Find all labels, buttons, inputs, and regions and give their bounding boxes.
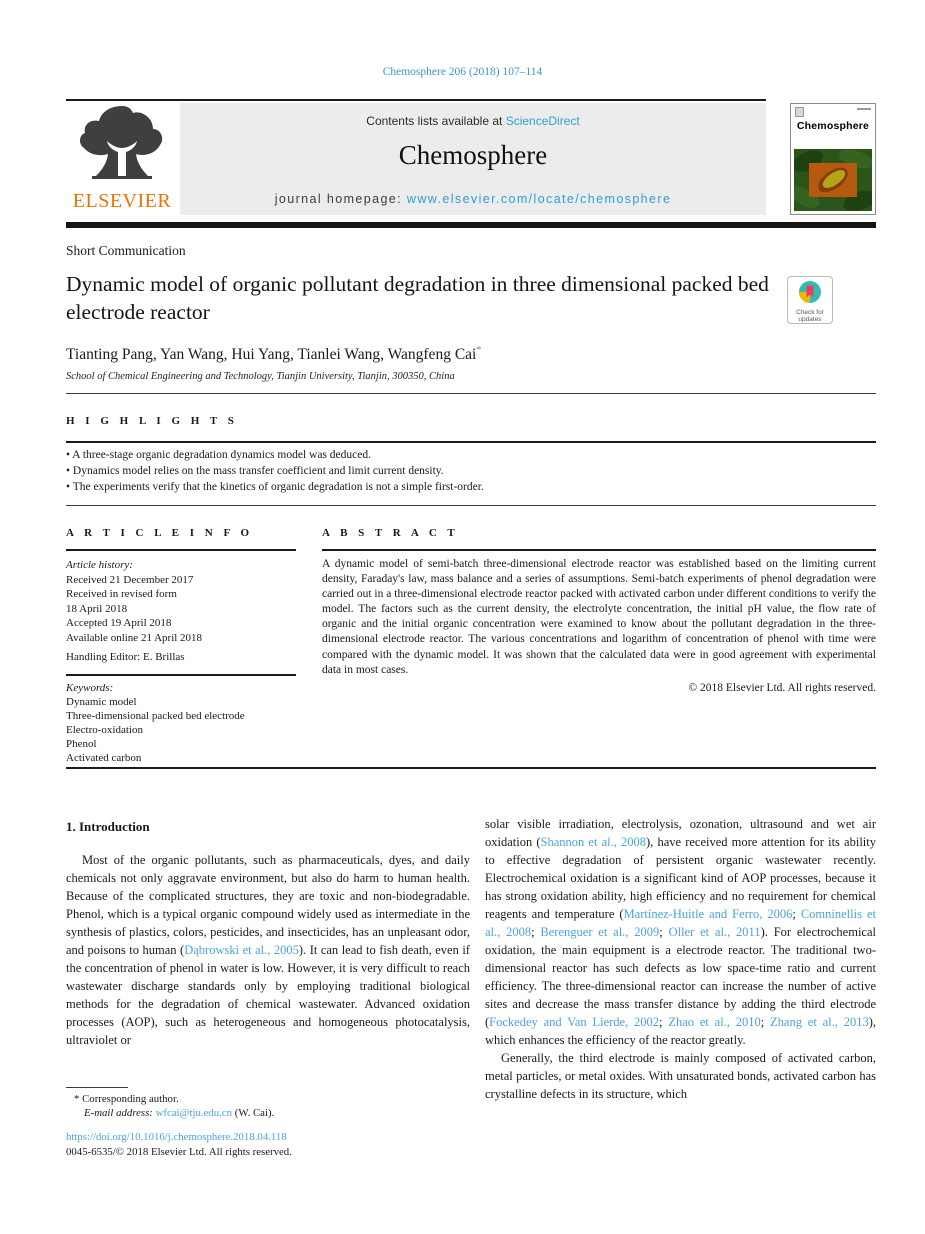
highlight-item: • The experiments verify that the kinetics of organic degradation is not a simple first-order. bbox=[66, 480, 876, 496]
history-line: Accepted 19 April 2018 bbox=[66, 617, 172, 630]
citation-link[interactable]: Martínez-Huitle and Ferro, 2006 bbox=[623, 907, 793, 921]
elsevier-logo[interactable] bbox=[66, 104, 178, 216]
text-segment: ; bbox=[792, 907, 801, 921]
abstract-rule bbox=[322, 549, 876, 551]
text-segment: ). For electrochemical oxidation, the main equipment is a electrode reactor. The traditional two-dimensional reactor has such defects as low space-time ratio and current efficiency. The three-dimensional reactor can increase the number of active sites and decrease the mass transfer distance by adding the third electrode ( bbox=[485, 925, 876, 1029]
contents-line bbox=[180, 114, 766, 128]
highlights-heading: H I G H L I G H T S bbox=[66, 415, 238, 427]
check-for-updates-label: Check for updates bbox=[796, 309, 824, 323]
homepage-url-link[interactable]: www.elsevier.com/locate/chemosphere bbox=[406, 192, 672, 206]
keyword: Phenol bbox=[66, 737, 97, 750]
keyword: Three-dimensional packed bed electrode bbox=[66, 709, 245, 722]
citation-link[interactable]: Shannon et al., 2008 bbox=[540, 835, 647, 849]
journal-cover-thumbnail bbox=[790, 103, 876, 215]
text-segment: ), have received more attention for its ability to effective degradation of persistent organic wastewater recently. Electrochemical oxidation is a significant kind of AOP processes, because it has strong oxidation ability, high efficiency and no requirement for chemical reagents and temperature ( bbox=[485, 835, 876, 921]
history-line: Received in revised form bbox=[66, 588, 177, 601]
elsevier-wordmark: ELSEVIER bbox=[72, 190, 172, 212]
citation-link[interactable]: Oller et al., 2011 bbox=[668, 925, 761, 939]
citation-link[interactable]: Zhang et al., 2013 bbox=[770, 1015, 869, 1029]
contents-prefix: Contents lists available at bbox=[366, 114, 506, 128]
body-column-left bbox=[66, 851, 470, 1049]
authors-line bbox=[66, 345, 481, 364]
handling-editor: Handling Editor: E. Brillas bbox=[66, 651, 185, 663]
text-segment: ; bbox=[760, 1015, 771, 1029]
footnote-rule bbox=[66, 1087, 128, 1088]
citation-link[interactable]: Berenguer et al., 2009 bbox=[540, 925, 660, 939]
cover-header-text bbox=[857, 108, 871, 110]
journal-title: Chemosphere bbox=[398, 140, 548, 170]
crossmark-icon bbox=[798, 280, 822, 304]
article-info-heading: A R T I C L E I N F O bbox=[66, 527, 254, 539]
article-history bbox=[66, 558, 296, 646]
copyright-line: © 2018 Elsevier Ltd. All rights reserved. bbox=[688, 681, 876, 694]
journal-masthead bbox=[180, 103, 766, 215]
doi-link[interactable]: https://doi.org/10.1016/j.chemosphere.2018.04.118 bbox=[66, 1131, 287, 1143]
text-segment: ; bbox=[659, 1015, 669, 1029]
keyword: Activated carbon bbox=[66, 751, 142, 764]
introduction-heading: 1. Introduction bbox=[66, 819, 150, 834]
cover-publisher-icon bbox=[795, 107, 804, 117]
highlights-bottom-rule bbox=[66, 505, 876, 506]
cover-journal-title: Chemosphere bbox=[796, 120, 870, 132]
text-segment: ; bbox=[659, 925, 669, 939]
citation-link[interactable]: Fockedey and Van Lierde, 2002 bbox=[489, 1015, 660, 1029]
header-divider bbox=[66, 99, 766, 101]
keywords-list bbox=[66, 682, 296, 765]
section-divider bbox=[66, 393, 876, 394]
text-segment: ), which enhances the efficiency of the reactor greatly. bbox=[485, 1015, 877, 1047]
text-segment: ; bbox=[531, 925, 541, 939]
history-line: Available online 21 April 2018 bbox=[66, 631, 203, 644]
citation-link[interactable]: wfcai@tju.edu.cn bbox=[155, 1107, 233, 1119]
abstract-block bbox=[322, 557, 876, 696]
history-line: Received 21 December 2017 bbox=[66, 573, 194, 586]
citation-link[interactable]: Zhao et al., 2010 bbox=[668, 1015, 761, 1029]
text-segment: solar visible irradiation, electrolysis, ozonation, ultrasound and wet air oxidation ( bbox=[485, 817, 876, 849]
text-segment: E-mail address: bbox=[84, 1107, 156, 1119]
keyword: Dynamic model bbox=[66, 695, 137, 708]
page-citation-link[interactable]: Chemosphere 206 (2018) 107–114 bbox=[382, 66, 543, 78]
intro-paragraph-1 bbox=[66, 851, 470, 1049]
homepage-line bbox=[180, 192, 766, 206]
body-top-rule bbox=[66, 767, 876, 769]
highlights-top-rule bbox=[66, 441, 876, 443]
check-for-updates-button[interactable] bbox=[787, 276, 833, 324]
citation-link[interactable]: Dąbrowski et al., 2005 bbox=[184, 943, 299, 957]
text-segment: (W. Cai). bbox=[232, 1107, 275, 1119]
history-line: 18 April 2018 bbox=[66, 602, 128, 615]
history-label: Article history: bbox=[66, 559, 133, 571]
cover-leaf-image bbox=[794, 149, 872, 211]
article-type-label: Short Communication bbox=[66, 243, 186, 258]
abstract-text: A dynamic model of semi-batch three-dimensional electrode reactor was established based on the limiting current density, Faraday's law, mass balance and a series of assumptions. Semi-batch experiments of phenol degradation were carried out in a three-dimensional electrode reactor packed with activated carbon under different conditions to verify the model. The factors such as the current density, the electrolyte concentration, the initial pH value, the flow rate of organic and the initial organic concentration were examined to know about the pollutant degradation in the three-dimensional electrode reactor. The various concentrations and logarithm of concentration of phenol with time were compared with the dynamic model. It was shown that the calculated data were in good agreement with experimental data in most cases. bbox=[322, 558, 876, 676]
elsevier-tree-icon bbox=[76, 104, 168, 190]
article-title: Dynamic model of organic pollutant degradation in three dimensional packed bed electrode reactor bbox=[66, 272, 769, 324]
citation-link[interactable]: Comninellis et al., 2008 bbox=[485, 907, 876, 939]
intro-paragraph-3: Generally, the third electrode is mainly composed of activated carbon, metal particles, or metal oxides. With unsaturated bonds, activated carbon has crystalline defects in its structure, which bbox=[485, 1051, 876, 1101]
homepage-prefix: journal homepage: bbox=[274, 192, 407, 206]
keywords-rule bbox=[66, 674, 296, 676]
cover-header bbox=[791, 104, 875, 120]
highlight-item: • A three-stage organic degradation dynamics model was deduced. bbox=[66, 448, 876, 464]
body-column-right bbox=[485, 815, 876, 1103]
intro-paragraph-2 bbox=[485, 815, 876, 1049]
sciencedirect-link[interactable]: ScienceDirect bbox=[505, 114, 580, 128]
author-names: Tianting Pang, Yan Wang, Hui Yang, Tianlei Wang, Wangfeng Cai bbox=[66, 346, 477, 364]
masthead-bottom-bar bbox=[66, 222, 876, 228]
article-info-rule bbox=[66, 549, 296, 551]
corresponding-author-mark[interactable]: * bbox=[476, 345, 482, 356]
keyword: Electro-oxidation bbox=[66, 723, 143, 736]
keywords-label: Keywords: bbox=[66, 682, 114, 694]
affiliation: School of Chemical Engineering and Technology, Tianjin University, Tianjin, 300350, China bbox=[66, 371, 455, 382]
issn-copyright-line: 0045-6535/© 2018 Elsevier Ltd. All rights reserved. bbox=[66, 1146, 292, 1158]
email-line bbox=[84, 1107, 274, 1119]
highlights-list bbox=[66, 448, 876, 495]
text-segment: ). It can lead to fish death, even if the concentration of phenol in water is low. However, it is very difficult to reach wastewater discharge standards only by employing traditional biological methods for the degradation of chemical wastewater. Advanced oxidation processes (AOP), such as heterogeneous and homogeneous photocatalysis, ultraviolet or bbox=[66, 943, 470, 1047]
abstract-heading: A B S T R A C T bbox=[322, 527, 459, 539]
text-segment: Most of the organic pollutants, such as pharmaceuticals, dyes, and daily chemicals not only aggravate environment, but also do harm to human health. Because of the complicated structures, they are toxic and non-biodegradable. Phenol, which is a typical organic compound widely used as intermediate in the synthesis of plastics, colors, pesticides, and insecticides, has an unpleasant odor, and poisons to human ( bbox=[66, 853, 470, 957]
highlight-item: • Dynamics model relies on the mass transfer coefficient and limit current density. bbox=[66, 464, 876, 480]
corresponding-author-note: * Corresponding author. bbox=[74, 1093, 179, 1105]
